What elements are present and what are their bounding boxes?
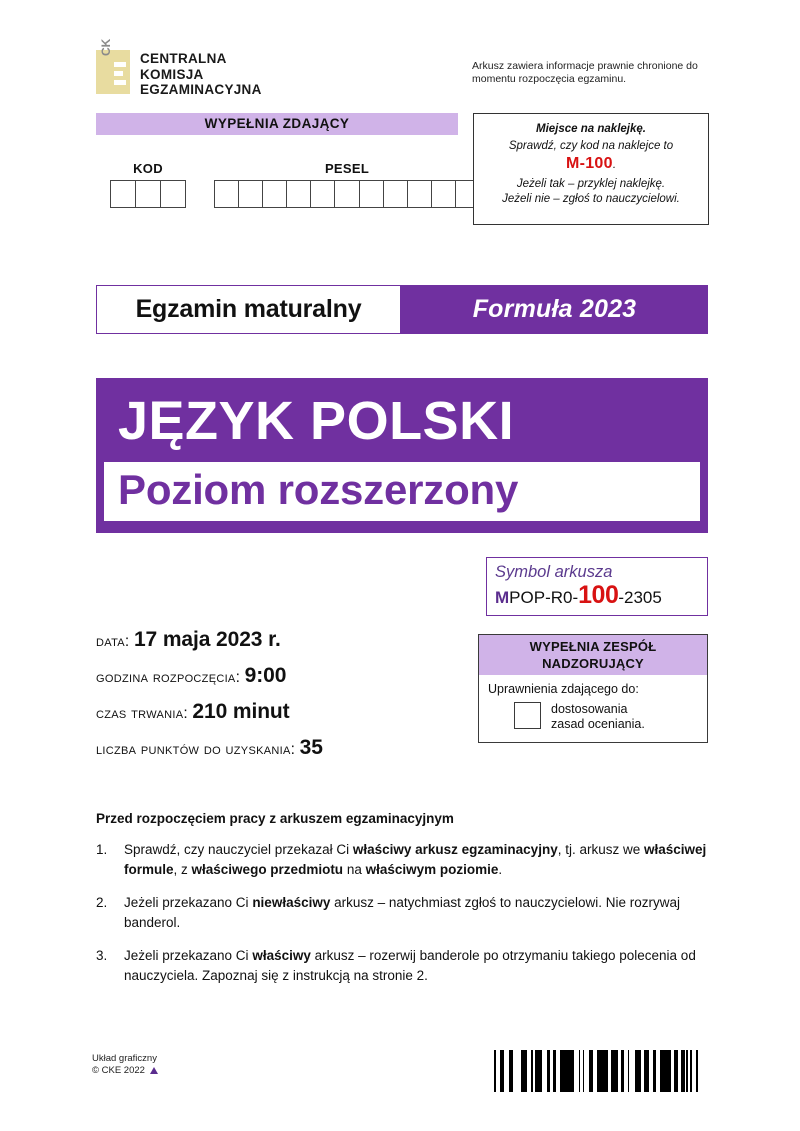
sheet-symbol-code xyxy=(495,583,699,610)
code-cell[interactable] xyxy=(310,180,335,208)
adjustment-checkbox[interactable] xyxy=(514,702,541,729)
supervisor-option-row xyxy=(488,702,698,731)
candidate-fields xyxy=(96,135,458,205)
instruction-item xyxy=(96,840,712,879)
legal-notice: Arkusz zawiera informacje prawnie chronione do momentu rozpoczęcia egzaminu. xyxy=(472,60,698,85)
exam-formula-label: Formuła 2023 xyxy=(472,295,637,323)
cke-logo-icon-bar xyxy=(114,80,126,85)
cke-logo-icon-letters: CK xyxy=(99,38,113,56)
meta-value: 35 xyxy=(299,736,323,759)
meta-key: czas trwania: xyxy=(96,705,188,722)
meta-value: 9:00 xyxy=(244,664,287,687)
pesel-input[interactable] xyxy=(214,180,480,208)
sticker-line-2: Sprawdź, czy kod na naklejce to xyxy=(508,140,674,152)
exam-type-label: Egzamin maturalny xyxy=(96,285,401,334)
meta-key: liczba punktów do uzyskania: xyxy=(96,741,296,758)
supervisor-lead-text: Uprawnienia zdającego do: xyxy=(488,682,639,696)
instruction-number: 2. xyxy=(96,895,108,910)
sheet-symbol-code-prefix: POP-R0- xyxy=(509,588,579,607)
barcode-icon xyxy=(494,1050,708,1092)
supervisor-title-line-2: NADZORUJĄCY xyxy=(542,656,644,671)
code-cell[interactable] xyxy=(334,180,359,208)
sticker-code-suffix: . xyxy=(612,159,617,171)
sheet-symbol-code-middle: 100 xyxy=(578,581,619,609)
cke-logo-line-2: KOMISJA xyxy=(140,66,204,82)
cke-logo-line-1: CENTRALNA xyxy=(140,51,227,66)
instruction-text: Jeżeli przekazano Ci niewłaściwy arkusz – natychmiast zgłoś to nauczycielowi. Nie rozrywaj banderol. xyxy=(124,895,680,930)
barcode-bar xyxy=(704,1050,708,1092)
code-cell[interactable] xyxy=(407,180,432,208)
subject-level-wrap xyxy=(104,462,700,521)
page-header xyxy=(96,38,712,106)
instruction-text: Jeżeli przekazano Ci właściwy arkusz – rozerwij banderole po otrzymaniu takiego polecenia od nauczyciela. Zapoznaj się z instrukcją na stronie 2. xyxy=(124,948,696,983)
code-cell[interactable] xyxy=(359,180,384,208)
sticker-line-4: Jeżeli nie – zgłoś to nauczycielowi. xyxy=(502,193,680,205)
code-cell[interactable] xyxy=(383,180,408,208)
layout-credit xyxy=(92,1053,158,1077)
kod-input[interactable] xyxy=(110,180,186,208)
adjustment-option-line-1: dostosowania xyxy=(551,702,628,716)
meta-row-date xyxy=(96,628,466,652)
pesel-field-group xyxy=(214,161,480,208)
subject-banner xyxy=(96,378,708,533)
code-cell[interactable] xyxy=(135,180,161,208)
meta-value: 210 minut xyxy=(192,700,290,723)
instruction-item xyxy=(96,893,712,932)
cke-logo-icon xyxy=(96,38,130,94)
meta-row-duration xyxy=(96,700,466,724)
cke-logo-icon-bar xyxy=(114,71,123,76)
cke-logo-icon-bar xyxy=(114,62,126,67)
sticker-code-row xyxy=(480,156,702,173)
instruction-number: 1. xyxy=(96,842,108,857)
exam-meta-list xyxy=(96,628,466,772)
layout-credit-copyright: © CKE 2022 xyxy=(92,1065,145,1076)
layout-credit-line-2 xyxy=(92,1065,158,1077)
cke-logo-line-3: EGZAMINACYJNA xyxy=(140,82,262,97)
meta-row-start-time xyxy=(96,664,466,688)
code-cell[interactable] xyxy=(214,180,239,208)
supervisor-fill-box xyxy=(478,634,708,743)
instruction-text: Sprawdź, czy nauczyciel przekazał Ci właściwy arkusz egzaminacyjny, tj. arkusz we właściwej formule, z właściwego przedmiotu na właściwym poziomie. xyxy=(124,842,707,877)
sticker-line-1: Miejsce na naklejkę. xyxy=(536,123,646,135)
sticker-code: M-100 xyxy=(565,155,613,172)
supervisor-fill-body xyxy=(479,675,707,742)
adjustment-option-label xyxy=(551,702,645,731)
supervisor-fill-title xyxy=(479,635,707,675)
layout-credit-line-1: Układ graficzny xyxy=(92,1053,157,1064)
code-cell[interactable] xyxy=(286,180,311,208)
kod-label: KOD xyxy=(133,161,163,176)
code-cell[interactable] xyxy=(110,180,136,208)
adjustment-option-line-2: zasad oceniania. xyxy=(551,716,645,731)
sticker-line-3: Jeżeli tak – przyklej naklejkę. xyxy=(516,178,666,190)
sheet-symbol-code-m: M xyxy=(495,588,510,607)
code-cell[interactable] xyxy=(160,180,186,208)
meta-value: 17 maja 2023 r. xyxy=(133,628,281,651)
cke-logo-text xyxy=(140,50,262,98)
pesel-label: PESEL xyxy=(324,161,370,176)
meta-key: godzina rozpoczęcia: xyxy=(96,669,241,686)
triangle-up-icon xyxy=(150,1067,158,1074)
sticker-placement-box xyxy=(473,113,709,225)
instructions-section xyxy=(96,811,712,999)
code-cell[interactable] xyxy=(238,180,263,208)
instructions-heading: Przed rozpoczęciem pracy z arkuszem egzaminacyjnym xyxy=(96,811,454,826)
kod-field-group xyxy=(110,161,186,208)
subject-name: JĘZYK POLSKI xyxy=(118,391,515,451)
exam-banner xyxy=(96,285,708,334)
meta-row-points xyxy=(96,736,466,760)
subject-level: Poziom rozszerzony xyxy=(118,466,519,513)
candidate-fill-title: WYPEŁNIA ZDAJĄCY xyxy=(96,113,458,135)
sheet-symbol-code-suffix: -2305 xyxy=(618,588,662,607)
code-cell[interactable] xyxy=(431,180,456,208)
instruction-number: 3. xyxy=(96,948,108,963)
supervisor-title-line-1: WYPEŁNIA ZESPÓŁ xyxy=(529,639,657,654)
meta-key: data: xyxy=(96,633,130,650)
sheet-symbol-title: Symbol arkusza xyxy=(495,563,613,581)
instruction-item xyxy=(96,946,712,985)
code-cell[interactable] xyxy=(262,180,287,208)
cke-logo xyxy=(96,38,262,98)
sheet-symbol-box xyxy=(486,557,708,616)
candidate-fill-section xyxy=(96,113,458,205)
